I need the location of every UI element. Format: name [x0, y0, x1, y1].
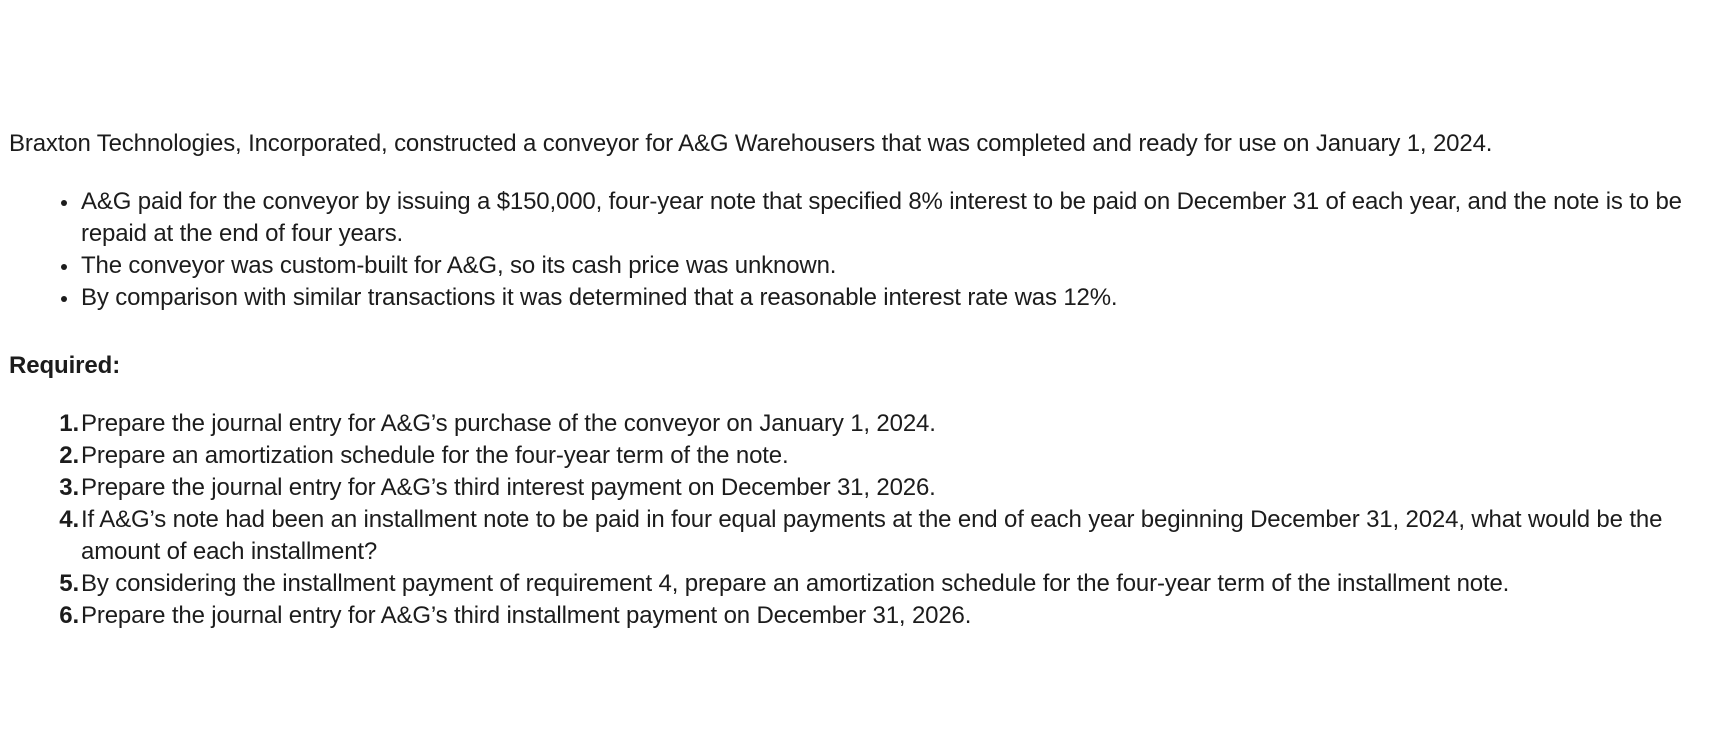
fact-text: By comparison with similar transactions it was determined that a reasonable interest rate was 12%.: [81, 284, 1118, 311]
bullet-icon: [61, 296, 67, 302]
requirement-text: Prepare the journal entry for A&G’s third interest payment on December 31, 2026.: [81, 474, 936, 501]
intro-paragraph: Braxton Technologies, Incorporated, constructed a conveyor for A&G Warehousers that was completed and ready for use on January 1, 2024.: [9, 130, 1493, 157]
requirement-item: [59, 440, 1699, 472]
bullet-icon: [61, 264, 67, 270]
fact-text: A&G paid for the conveyor by issuing a $150,000, four-year note that specified 8% interest to be paid on December 31 of each year, and the note is to be repaid at the end of four years.: [81, 188, 1682, 247]
requirement-number: 3.: [59, 474, 79, 501]
fact-text: The conveyor was custom-built for A&G, so its cash price was unknown.: [81, 252, 837, 279]
fact-item: [81, 282, 1699, 314]
requirement-number: 6.: [59, 602, 79, 629]
requirement-text: Prepare the journal entry for A&G’s purchase of the conveyor on January 1, 2024.: [81, 410, 936, 437]
fact-item: [81, 250, 1699, 282]
required-heading: Required:: [9, 352, 121, 379]
fact-item: [81, 186, 1699, 250]
requirements-list: [9, 408, 1699, 632]
requirement-text: Prepare the journal entry for A&G’s third installment payment on December 31, 2026.: [81, 602, 972, 629]
requirement-text: By considering the installment payment of requirement 4, prepare an amortization schedule for the four-year term of the installment note.: [81, 570, 1510, 597]
requirement-number: 1.: [59, 410, 79, 437]
requirement-item: [59, 504, 1699, 568]
requirement-item: [59, 600, 1699, 632]
requirement-number: 4.: [59, 506, 79, 533]
requirement-item: [59, 568, 1699, 600]
requirement-item: [59, 408, 1699, 440]
requirement-text: If A&G’s note had been an installment note to be paid in four equal payments at the end of each year beginning December 31, 2024, what would be the amount of each installment?: [81, 506, 1663, 565]
requirement-number: 2.: [59, 442, 79, 469]
requirement-text: Prepare an amortization schedule for the four-year term of the note.: [81, 442, 789, 469]
requirement-number: 5.: [59, 570, 79, 597]
requirement-item: [59, 472, 1699, 504]
problem-content: [9, 128, 1699, 632]
facts-list: [9, 186, 1699, 314]
bullet-icon: [61, 200, 67, 206]
